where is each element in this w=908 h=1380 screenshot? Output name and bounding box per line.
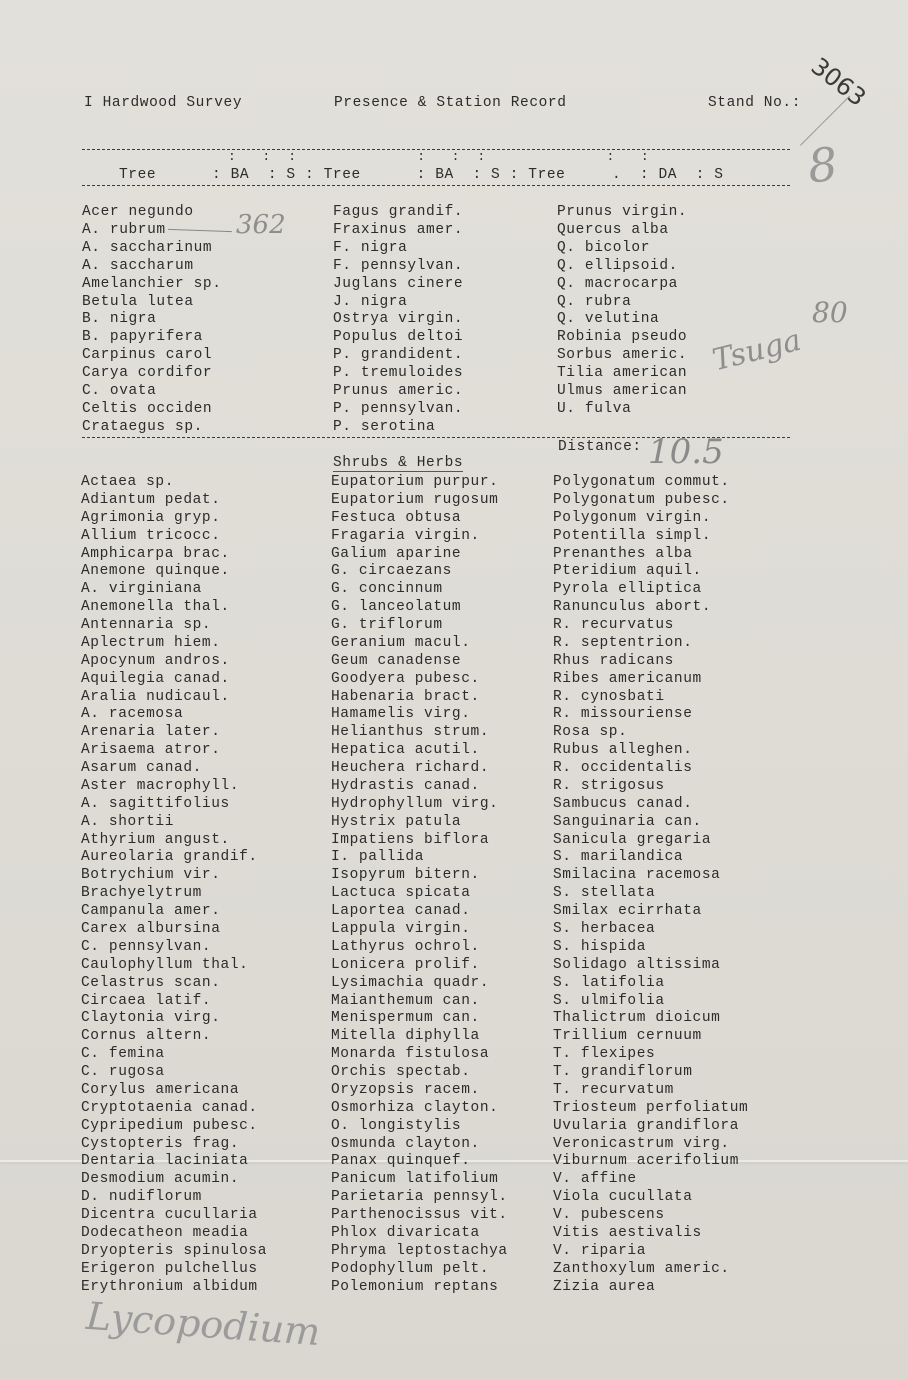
species-entry: Oryzopsis racem. — [331, 1081, 480, 1098]
species-entry: Habenaria bract. — [331, 688, 480, 705]
species-entry: R. recurvatus — [553, 617, 674, 634]
species-entry: Q. bicolor — [557, 239, 651, 256]
species-entry: Prunus americ. — [333, 383, 464, 399]
species-entry: Galium aparine — [331, 545, 462, 562]
species-entry: Celtis occiden — [82, 400, 213, 417]
species-entry: Ranunculus abort. — [553, 599, 712, 616]
species-entry: Crataegus sp. — [82, 418, 203, 435]
species-entry: Hydrophyllum virg. — [331, 795, 499, 812]
species-entry: Aquilegia canad. — [81, 670, 230, 687]
species-entry: Solidago altissima — [553, 956, 721, 973]
species-entry: Lappula virgin. — [331, 921, 471, 937]
species-entry: Vitis aestivalis — [553, 1224, 702, 1241]
species-entry: Quercus alba — [557, 221, 669, 238]
species-entry: R. strigosus — [553, 777, 665, 794]
species-entry: Smilacina racemosa — [553, 867, 721, 884]
species-entry: Hystrix patula — [331, 813, 462, 830]
species-entry: Betula lutea — [82, 293, 194, 310]
species-entry: G. concinnum — [331, 581, 443, 598]
species-entry: Agrimonia gryp. — [81, 509, 221, 526]
species-entry: Cornus altern. — [81, 1028, 212, 1045]
species-entry: Anemonella thal. — [81, 599, 230, 616]
header-survey-title: I Hardwood Survey — [84, 95, 243, 111]
species-entry: Sanguinaria can. — [553, 813, 702, 830]
handwritten-tsuga: Tsuga — [709, 322, 805, 379]
species-entry: Phlox divaricata — [331, 1224, 480, 1241]
species-entry: G. circaezans — [331, 563, 452, 580]
species-entry: R. occidentalis — [553, 760, 693, 777]
species-entry: O. longistylis — [331, 1117, 462, 1134]
species-entry: Parthenocissus vit. — [331, 1207, 508, 1224]
species-entry: P. grandident. — [333, 347, 464, 364]
species-entry: Menispermum can. — [331, 1010, 480, 1027]
species-entry: Claytonia virg. — [81, 1010, 221, 1027]
species-entry: Eupatorium rugosum — [331, 491, 499, 508]
species-entry: Mitella diphylla — [331, 1028, 480, 1045]
species-entry: T. flexipes — [553, 1046, 656, 1063]
species-entry: Carpinus carol — [82, 347, 213, 364]
species-entry: Zizia aurea — [553, 1278, 656, 1295]
species-entry: Goodyera pubesc. — [331, 670, 480, 687]
species-entry: Sorbus americ. — [557, 347, 688, 364]
species-entry: Fagus grandif. — [333, 204, 464, 220]
species-entry: Panax quinquef. — [331, 1153, 471, 1170]
species-entry: Tilia american — [557, 365, 688, 382]
species-entry: T. recurvatum — [553, 1081, 674, 1098]
species-entry: Carya cordifor — [82, 365, 213, 382]
species-entry: Eupatorium purpur. — [331, 474, 499, 490]
species-entry: Rhus radicans — [553, 652, 674, 669]
species-entry: Viburnum acerifolium — [553, 1153, 740, 1170]
species-entry: Caulophyllum thal. — [81, 956, 249, 973]
species-entry: Polygonatum pubesc. — [553, 491, 730, 508]
handwritten-s-value: 8 — [805, 136, 841, 194]
pencil-pointer-line — [168, 229, 232, 232]
species-entry: Helianthus strum. — [331, 724, 490, 741]
table-header-colons: : : : : : : : : — [228, 149, 650, 164]
species-entry: F. pennsylvan. — [333, 257, 464, 274]
species-entry: Monarda fistulosa — [331, 1046, 490, 1063]
species-entry: Apocynum andros. — [81, 652, 230, 669]
species-entry: Desmodium acumin. — [81, 1171, 240, 1188]
species-entry: Rubus alleghen. — [553, 742, 693, 759]
species-entry: Sanicula gregaria — [553, 831, 712, 848]
species-entry: Arenaria later. — [81, 724, 221, 741]
species-entry: S. herbacea — [553, 921, 656, 937]
species-entry: S. ulmifolia — [553, 992, 665, 1009]
species-entry: R. missouriense — [553, 706, 693, 723]
species-entry: Maianthemum can. — [331, 992, 480, 1009]
species-entry: A. shortii — [81, 813, 175, 830]
table-header-columns: Tree : BA : S : Tree : BA : S : Tree . : DA : S — [119, 167, 724, 183]
species-entry: Dryopteris spinulosa — [81, 1242, 268, 1259]
species-entry: Fragaria virgin. — [331, 527, 480, 544]
species-entry: Phryma leptostachya — [331, 1242, 508, 1259]
species-entry: Polemonium reptans — [331, 1278, 499, 1295]
species-entry: Erythronium albidum — [81, 1278, 258, 1295]
distance-label: Distance: — [558, 439, 642, 455]
species-entry: Dentaria laciniata — [81, 1153, 249, 1170]
species-entry: C. rugosa — [81, 1064, 165, 1081]
species-entry: Brachyelytrum — [81, 885, 202, 902]
species-entry: Lonicera prolif. — [331, 956, 480, 973]
table-header-rule — [82, 185, 790, 186]
species-entry: Lactuca spicata — [331, 885, 471, 902]
species-entry: C. femina — [81, 1046, 165, 1063]
species-entry: G. lanceolatum — [331, 599, 462, 616]
handwritten-rubrum-ba: 362 — [236, 210, 286, 240]
species-entry: Aralia nudicaul. — [81, 688, 230, 705]
species-entry: P. serotina — [333, 418, 436, 435]
species-entry: Hepatica acutil. — [331, 742, 480, 759]
species-entry: Laportea canad. — [331, 903, 471, 920]
species-entry: Smilax ecirrhata — [553, 903, 702, 920]
species-entry: A. saccharum — [82, 257, 194, 274]
species-entry: Lathyrus ochrol. — [331, 938, 480, 955]
handwritten-lycopodium: Lycopodium — [84, 1293, 322, 1355]
species-entry: Prenanthes alba — [553, 545, 693, 562]
species-entry: Uvularia grandiflora — [553, 1117, 740, 1134]
species-entry: V. affine — [553, 1171, 637, 1188]
species-entry: B. nigra — [82, 311, 157, 328]
species-entry: C. pennsylvan. — [81, 938, 212, 955]
species-entry: Ribes americanum — [553, 670, 702, 687]
species-entry: S. hispida — [553, 938, 647, 955]
species-entry: U. fulva — [557, 400, 632, 417]
species-entry: Juglans cinere — [333, 275, 464, 292]
species-entry: Festuca obtusa — [331, 509, 462, 526]
species-entry: Populus deltoi — [333, 329, 464, 346]
species-entry: Viola cucullata — [553, 1189, 693, 1206]
species-entry: Circaea latif. — [81, 992, 212, 1009]
species-entry: Prunus virgin. — [557, 204, 688, 220]
species-entry: A. rubrum — [82, 221, 166, 238]
species-entry: Ostrya virgin. — [333, 311, 464, 328]
species-entry: Amphicarpa brac. — [81, 545, 230, 562]
species-entry: Fraxinus amer. — [333, 221, 464, 238]
species-entry: Polygonum virgin. — [553, 509, 712, 526]
species-entry: Botrychium vir. — [81, 867, 221, 884]
species-entry: Zanthoxylum americ. — [553, 1260, 730, 1277]
species-entry: Sambucus canad. — [553, 795, 693, 812]
species-entry: Q. rubra — [557, 293, 632, 310]
species-entry: I. pallida — [331, 849, 425, 866]
species-entry: D. nudiflorum — [81, 1189, 202, 1206]
species-entry: Panicum latifolium — [331, 1171, 499, 1188]
species-entry: Celastrus scan. — [81, 974, 221, 991]
handwritten-stand-number: 3063 — [805, 52, 872, 112]
species-entry: Osmorhiza clayton. — [331, 1099, 499, 1116]
species-entry: Aster macrophyll. — [81, 777, 240, 794]
header-stand-number-label: Stand No.: — [708, 95, 802, 111]
species-entry: Antennaria sp. — [81, 617, 212, 634]
species-entry: C. ovata — [82, 383, 157, 399]
species-entry: Adiantum pedat. — [81, 491, 221, 508]
species-entry: Pyrola elliptica — [553, 581, 702, 598]
handwritten-distance: 10.5 — [648, 432, 724, 472]
species-entry: F. nigra — [333, 239, 408, 256]
species-entry: V. pubescens — [553, 1207, 665, 1224]
species-entry: A. virginiana — [81, 581, 202, 598]
species-entry: Triosteum perfoliatum — [553, 1099, 749, 1116]
species-entry: P. pennsylvan. — [333, 400, 464, 417]
shrubs-herbs-heading: Shrubs & Herbs — [333, 455, 464, 471]
species-entry: Cypripedium pubesc. — [81, 1117, 258, 1134]
species-entry: Acer negundo — [82, 204, 194, 220]
species-entry: Dicentra cucullaria — [81, 1207, 258, 1224]
species-entry: Impatiens biflora — [331, 831, 490, 848]
species-entry: Corylus americana — [81, 1081, 240, 1098]
species-entry: Q. macrocarpa — [557, 275, 678, 292]
species-entry: S. stellata — [553, 885, 656, 902]
species-entry: Campanula amer. — [81, 903, 221, 920]
species-entry: Lysimachia quadr. — [331, 974, 490, 991]
species-entry: Carex albursina — [81, 921, 221, 937]
species-entry: Actaea sp. — [81, 474, 175, 490]
species-entry: Podophyllum pelt. — [331, 1260, 490, 1277]
species-entry: Cryptotaenia canad. — [81, 1099, 258, 1116]
species-entry: A. racemosa — [81, 706, 184, 723]
species-entry: A. sagittifolius — [81, 795, 230, 812]
species-entry: S. marilandica — [553, 849, 684, 866]
species-entry: Q. velutina — [557, 311, 660, 328]
species-entry: V. riparia — [553, 1242, 647, 1259]
species-entry: Geranium macul. — [331, 634, 471, 651]
species-entry: Orchis spectab. — [331, 1064, 471, 1081]
species-entry: G. triflorum — [331, 617, 443, 634]
species-entry: Robinia pseudo — [557, 329, 688, 346]
species-entry: Dodecatheon meadia — [81, 1224, 249, 1241]
species-entry: Cystopteris frag. — [81, 1135, 240, 1152]
species-entry: Hydrastis canad. — [331, 777, 480, 794]
species-entry: Pteridium aquil. — [553, 563, 702, 580]
species-entry: Ulmus american — [557, 383, 688, 399]
species-entry: Thalictrum dioicum — [553, 1010, 721, 1027]
species-entry: Heuchera richard. — [331, 760, 490, 777]
species-entry: Anemone quinque. — [81, 563, 230, 580]
species-entry: Q. ellipsoid. — [557, 257, 678, 274]
species-entry: P. tremuloides — [333, 365, 464, 382]
species-entry: Allium tricocc. — [81, 527, 221, 544]
species-entry: S. latifolia — [553, 974, 665, 991]
species-entry: Isopyrum bitern. — [331, 867, 480, 884]
species-entry: Aureolaria grandif. — [81, 849, 258, 866]
species-entry: R. cynosbati — [553, 688, 665, 705]
species-entry: T. grandiflorum — [553, 1064, 693, 1081]
species-entry: Trillium cernuum — [553, 1028, 702, 1045]
species-entry: R. septentrion. — [553, 634, 693, 651]
species-entry: Potentilla simpl. — [553, 527, 712, 544]
species-entry: Arisaema atror. — [81, 742, 221, 759]
species-entry: Osmunda clayton. — [331, 1135, 480, 1152]
species-entry: Parietaria pennsyl. — [331, 1189, 508, 1206]
species-entry: Hamamelis virg. — [331, 706, 471, 723]
species-entry: Veronicastrum virg. — [553, 1135, 730, 1152]
species-entry: B. papyrifera — [82, 329, 203, 346]
species-entry: A. saccharinum — [82, 239, 213, 256]
species-entry: J. nigra — [333, 293, 408, 310]
species-entry: Aplectrum hiem. — [81, 634, 221, 651]
header-record-title: Presence & Station Record — [334, 95, 567, 111]
species-entry: Asarum canad. — [81, 760, 202, 777]
species-entry: Athyrium angust. — [81, 831, 230, 848]
handwritten-tsuga-value: 80 — [812, 296, 848, 329]
species-entry: Erigeron pulchellus — [81, 1260, 258, 1277]
species-entry: Amelanchier sp. — [82, 275, 222, 292]
species-entry: Rosa sp. — [553, 724, 628, 741]
species-entry: Geum canadense — [331, 652, 462, 669]
species-entry: Polygonatum commut. — [553, 474, 730, 490]
